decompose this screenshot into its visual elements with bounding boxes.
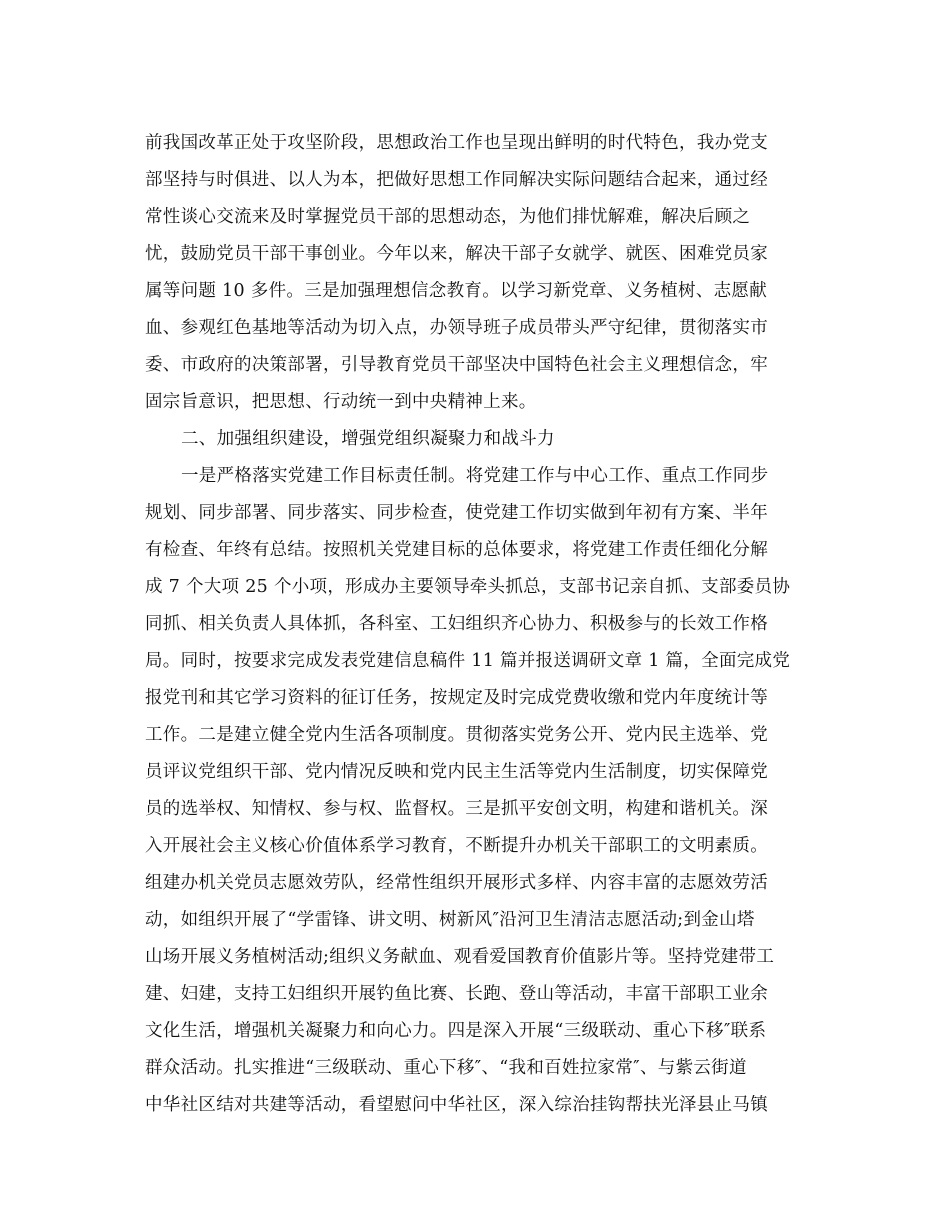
text-line: 固宗旨意识，把思想、行动统一到中央精神上来。 xyxy=(145,392,537,412)
text-line: 部坚持与时俱进、以人为本，把做好思想工作同解决实际问题结合起来，通过经 xyxy=(145,170,768,190)
text-line: 建、妇建，支持工妇组织开展钓鱼比赛、长跑、登山等活动，丰富干部职工业余 xyxy=(145,984,768,1004)
text-line: 山场开展义务植树活动;组织义务献血、观看爱国教育价值影片等。坚持党建带工 xyxy=(145,947,775,967)
text-line: 属等问题 10 多件。三是加强理想信念教育。以学习新党章、义务植树、志愿献 xyxy=(145,281,767,301)
text-line: 血、参观红色基地等活动为切入点，办领导班子成员带头严守纪律，贯彻落实市 xyxy=(145,318,768,338)
text-line: 同抓、相关负责人具体抓，各科室、工妇组织齐心协力、积极参与的长效工作格 xyxy=(145,614,768,634)
text-line: 忧，鼓励党员干部干事创业。今年以来，解决干部子女就学、就医、困难党员家 xyxy=(145,244,768,264)
text-line: 入开展社会主义核心价值体系学习教育，不断提升办机关干部职工的文明素质。 xyxy=(145,836,768,856)
text-line: 员评议党组织干部、党内情况反映和党内民主生活等党内生活制度，切实保障党 xyxy=(145,762,768,782)
text-line: 成 7 个大项 25 个小项，形成办主要领导牵头抓总，支部书记亲自抓、支部委员协 xyxy=(145,577,791,597)
section-heading: 二、加强组织建设，增强党组织凝聚力和战斗力 xyxy=(181,429,555,449)
text-line: 员的选举权、知情权、参与权、监督权。三是抓平安创文明，构建和谐机关。深 xyxy=(145,799,768,819)
text-line: 委、市政府的决策部署，引导教育党员干部坚决中国特色社会主义理想信念，牢 xyxy=(145,355,768,375)
text-line: 有检查、年终有总结。按照机关党建目标的总体要求，将党建工作责任细化分解 xyxy=(145,540,768,560)
text-line: 常性谈心交流来及时掌握党员干部的思想动态，为他们排忧解难，解决后顾之 xyxy=(145,207,751,227)
text-line: 规划、同步部署、同步落实、同步检查，使党建工作切实做到年初有方案、半年 xyxy=(145,503,768,523)
text-line: 文化生活，增强机关凝聚力和向心力。四是深入开展“三级联动、重心下移″联系 xyxy=(145,1021,767,1041)
text-line: 前我国改革正处于攻坚阶段，思想政治工作也呈现出鲜明的时代特色，我办党支 xyxy=(145,133,768,153)
text-line: 中华社区结对共建等活动，看望慰问中华社区，深入综治挂钩帮扶光泽县止马镇 xyxy=(145,1095,768,1115)
text-line: 报党刊和其它学习资料的征订任务，按规定及时完成党费收缴和党内年度统计等 xyxy=(145,688,768,708)
text-line: 一是严格落实党建工作目标责任制。将党建工作与中心工作、重点工作同步 xyxy=(181,466,769,486)
text-line: 群众活动。扎实推进“三级联动、重心下移″、“我和百姓拉家常″、与紫云街道 xyxy=(145,1058,747,1078)
text-line: 局。同时，按要求完成发表党建信息稿件 11 篇并报送调研文章 1 篇，全面完成党 xyxy=(145,651,791,671)
text-line: 工作。二是建立健全党内生活各项制度。贯彻落实党务公开、党内民主选举、党 xyxy=(145,725,768,745)
text-line: 动，如组织开展了“学雷锋、讲文明、树新风″沿河卫生清洁志愿活动;到金山塔 xyxy=(145,910,755,930)
text-line: 组建办机关党员志愿效劳队，经常性组织开展形式多样、内容丰富的志愿效劳活 xyxy=(145,873,768,893)
